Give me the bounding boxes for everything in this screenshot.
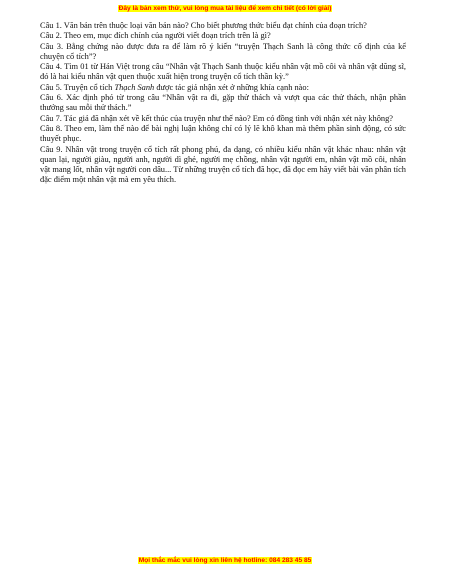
question-5-title: Thạch Sanh [114, 82, 155, 92]
question-3: Câu 3. Bằng chứng nào được đưa ra để làm rõ ý kiến “truyện Thạch Sanh là công thức cố định của kể chuyện cổ tích”? [40, 41, 406, 61]
question-1: Câu 1. Văn bản trên thuộc loại văn bản nào? Cho biết phương thức biểu đạt chính của đoạn trích? [40, 21, 367, 30]
question-5 [40, 83, 406, 93]
header-notice-banner [0, 4, 450, 13]
question-5-after: được tác giả nhận xét ở những khía cạnh nào: [154, 82, 309, 92]
question-5-before: Câu 5. Truyện cổ tích [40, 82, 115, 92]
question-8: Câu 8. Theo em, làm thế nào để bài nghị luận không chỉ có lý lẽ khô khan mà thêm phần sinh động, có sức thuyết phục. [40, 123, 406, 144]
question-4: Câu 4. Tìm 01 từ Hán Việt trong câu “Nhân vật Thạch Sanh thuộc kiểu nhân vật mồ côi và nhân vật dũng sĩ, đó là hai kiểu nhân vật quen thuộc xuất hiện trong truyện cổ tích thần kỳ.” [40, 62, 406, 82]
header-notice-text: Đây là bản xem thử, vui lòng mua tài liệu để xem chi tiết (có lời giải) [118, 5, 332, 12]
footer-notice-banner [0, 556, 450, 565]
question-9: Câu 9. Nhân vật trong truyện cổ tích rất phong phú, đa dạng, có nhiều kiểu nhân vật khác nhau: nhân vật quan lại, người giàu, người anh, người dì ghẻ, người mẹ chồng, nhân vật người em, nhân vật mồ côi, nhân vật mang lốt, nhân vật người con dâu... Từ những truyện cổ tích đã học, đã đọc em hãy viết bài văn phân tích đặc điểm một nhân vật mà em yêu thích. [40, 144, 406, 185]
question-7: Câu 7. Tác giả đã nhận xét về kết thúc của truyện như thế nào? Em có đồng tình với nhận xét này không? [40, 113, 394, 123]
question-2: Câu 2. Theo em, mục đích chính của người viết đoạn trích trên là gì? [40, 31, 271, 41]
question-6: Câu 6. Xác định phó từ trong câu “Nhân vật ra đi, gặp thử thách và vượt qua các thử thách, nhận phần thưởng sau mỗi thử thách.” [40, 93, 406, 113]
question-list [40, 21, 406, 186]
footer-notice-text: Mọi thắc mắc vui lòng xin liên hệ hotline: 084 283 45 85 [138, 557, 312, 564]
